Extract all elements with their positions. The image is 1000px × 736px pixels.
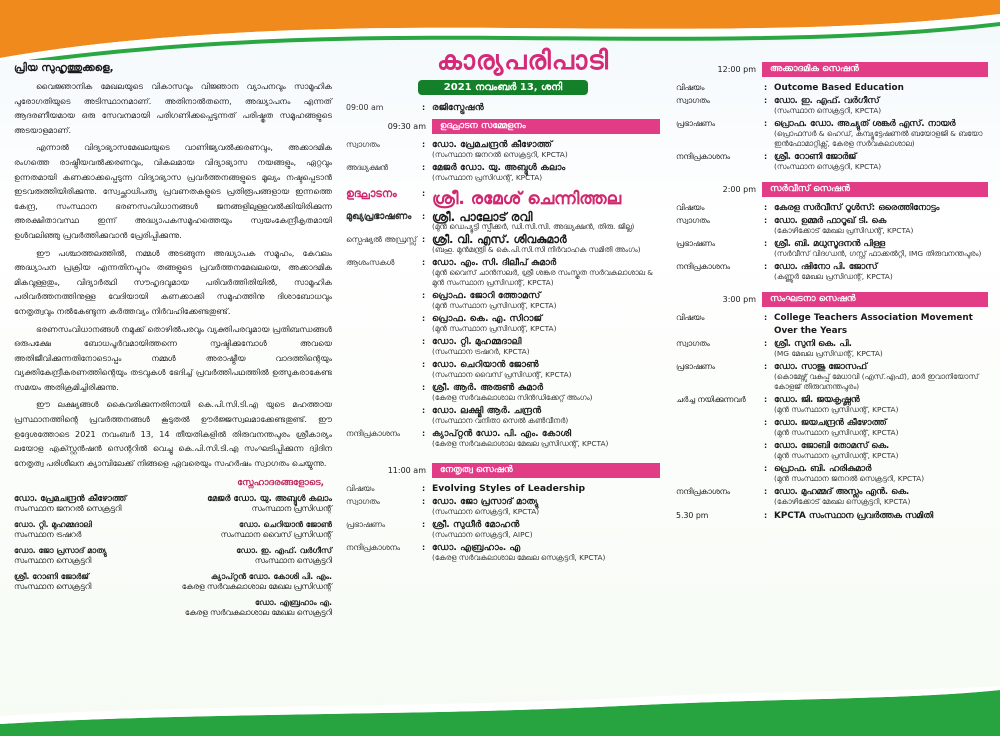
programme-row: വിഷയം : Outcome Based Education <box>676 83 988 93</box>
discussion-row: ചർച്ച നയിക്കുന്നവർ : ഡോ. ജി. ജയകൃഷ്ണൻ (മുൻ സംസ്ഥാന പ്രസിഡന്റ്, KPCTA) <box>676 395 988 415</box>
final-session-title: KPCTA സംസ്ഥാന പ്രവർത്തക സമിതി <box>774 511 934 521</box>
person-role: (മുൻ സംസ്ഥാന പ്രസിഡന്റ്, KPCTA) <box>774 451 899 460</box>
signatory-name: ഡോ. ജോ പ്രസാദ് മാത്യു <box>14 546 107 556</box>
person-role: (കണ്ണൂർ മേഖല പ്രസിഡന്റ്, KPCTA) <box>774 272 893 281</box>
topic-text: കേരള സർവീസ് റൂൾസ്: ഒരെത്തിനോട്ടം <box>774 203 940 213</box>
topic-text-continued: Over the Years <box>774 326 848 336</box>
person-role: (സംസ്ഥാന സെക്രട്ടറി, KPCTA) <box>774 106 882 115</box>
session-title: സംഘടനാ സെഷൻ <box>762 292 988 307</box>
person-role: (സംസ്ഥാന സെക്രട്ടറി, KPCTA) <box>774 162 882 171</box>
session-time: 2:00 pm <box>722 185 756 194</box>
person-role: (മുൻ വൈസ് ചാൻസലർ, ശ്രീ ശങ്കര സംസ്കൃത സർവകലാശാല & മുൻ സംസ്ഥാന പ്രസിഡന്റ്, KPCTA) <box>432 268 654 287</box>
role-label: നന്ദിപ്രകാശനം <box>676 262 731 271</box>
person-name: ഡോ. ഇ. എഫ്. വർഗീസ് <box>774 96 880 106</box>
felicitation-row: : പ്രൊഫ. ജോറി ത്തോമസ് (മുൻ സംസ്ഥാന പ്രസിഡന്റ്, KPCTA) <box>346 291 660 311</box>
session-title: അക്കാദമിക സെഷൻ <box>762 62 988 77</box>
person-name: ഡോ. ജോബി തോമസ് കെ. <box>774 441 890 451</box>
role-label: പ്രഭാഷണം <box>676 239 715 248</box>
special-address-row: സ്പെഷ്യൽ അഡ്രസ്സ് : ശ്രീ. വി. എസ്. ശിവകുമാർ (ബഹു. മുൻമന്ത്രി & കെ.പി.സി.സി നിർവാഹക സമിതി അംഗം) <box>346 235 660 255</box>
role-label: ആശംസകൾ <box>346 258 395 267</box>
role-label: ചർച്ച നയിക്കുന്നവർ <box>676 395 746 404</box>
programme-row: വിഷയം : കേരള സർവീസ് റൂൾസ്: ഒരെത്തിനോട്ടം <box>676 203 988 213</box>
person-name: ഡോ. എബ്രഹാം. എ <box>432 542 521 553</box>
session-header-service <box>676 182 988 197</box>
signatory-role: സംസ്ഥാന സെക്രട്ടറി <box>254 556 332 566</box>
signatory-role: സംസ്ഥാന ജനറൽ സെക്രട്ടറി <box>14 504 122 514</box>
person-role: (മുൻ സംസ്ഥാന പ്രസിഡന്റ്, KPCTA) <box>774 428 899 437</box>
person-name: ക്യാപ്റ്റൻ ഡോ. പി. എം. കോശി <box>432 428 572 439</box>
person-name: ഡോ. ജോ പ്രസാദ് മാത്യു <box>432 496 539 507</box>
role-label: വിഷയം <box>676 203 705 212</box>
person-name: ഡോ. ഉമ്മർ ഫാറൂഖ് ടി. കെ <box>774 216 887 226</box>
programme-row: പ്രഭാഷണം : ശ്രീ. സുധീർ മോഹൻ (സംസ്ഥാന സെക്രട്ടറി, AIPC) <box>346 520 660 540</box>
person-role: (കൊമേഴ്സ് വകുപ്പ് മേധാവി (എസ്.എഫ്), മാർ ഇവാനിയോസ് കോളജ് തിരുവനന്തപുരം) <box>774 372 979 391</box>
letter-closing: സ്നേഹാദരങ്ങളോടെ, <box>237 478 324 489</box>
programme-date: 2021 നവംബർ 13, ശനി <box>418 80 588 95</box>
person-role: (മുൻ സംസ്ഥാന ജനറൽ സെക്രട്ടറി, KPCTA) <box>774 474 925 483</box>
role-label: പ്രഭാഷണം <box>676 119 715 128</box>
person-role: (കേരള സർവകലാശാല സിൻഡിക്കേറ്റ് അംഗം) <box>432 393 593 402</box>
programme-day-one <box>346 44 660 566</box>
felicitation-row: : പ്രൊഫ. കെ. എ. സിറാജ് (മുൻ സംസ്ഥാന പ്രസിഡന്റ്, KPCTA) <box>346 314 660 334</box>
programme-row: പ്രഭാഷണം : ശ്രീ. ബി. മധുസൂദനൻ പിള്ള (സർവീസ് വിദഗ്ധൻ, ഗസ്റ്റ് ഫാക്കൽറ്റി, IMG തിരുവനന്തപുരം) <box>676 239 988 259</box>
programme-row: പ്രഭാഷണം : പ്രൊഫ. ഡോ. അച്യുത് ശങ്കർ എസ്. നായർ (പ്രൊഫസർ & ഹെഡ്, കമ്പ്യൂട്ടേഷണൽ ബയോളജി & ബയോ ഇൻഫോമാറ്റിക്സ്, കേരള സർവകലാശാല) <box>676 119 988 149</box>
programme-row: പ്രഭാഷണം : ഡോ. സാജു ജോസഫ് (കൊമേഴ്സ് വകുപ്പ് മേധാവി (എസ്.എഫ്), മാർ ഇവാനിയോസ് കോളജ് തിരുവനന്തപുരം) <box>676 362 988 392</box>
signatory-role: സംസ്ഥാന സെക്രട്ടറി <box>14 582 92 592</box>
person-role: (സംസ്ഥാന സെക്രട്ടറി, AIPC) <box>432 530 533 539</box>
signatory-role: സംസ്ഥാന വൈസ് പ്രസിഡന്റ് <box>220 530 332 540</box>
role-label: അദ്ധ്യക്ഷൻ <box>346 163 388 172</box>
signatory <box>185 598 332 618</box>
person-name: ശ്രീ. സുധീർ മോഹൻ <box>432 519 520 530</box>
role-label: പ്രഭാഷണം <box>676 362 715 371</box>
person-role: (മുൻ സംസ്ഥാന പ്രസിഡന്റ്, KPCTA) <box>432 301 557 310</box>
felicitation-row: ആശംസകൾ : ഡോ. എം. സി. ദിലീപ് കുമാർ (മുൻ വൈസ് ചാൻസലർ, ശ്രീ ശങ്കര സംസ്കൃത സർവകലാശാല & മുൻ സംസ്ഥാന പ്രസിഡന്റ്, KPCTA) <box>346 258 660 288</box>
letter-paragraph: ഈ പശ്ചാത്തലത്തിൽ, നമ്മൾ അടങ്ങുന്ന അദ്ധ്യാപക സമൂഹം, കേവലം അദ്ധ്യാപന പ്രക്രിയ എന്നതിനപ്പുറം തങ്ങളുടെ പ്രവർത്തനമേഖലയെ, അക്കാദമിക മികവുള്ളതും, വിദ്യാർത്ഥി സൗഹൃദവുമായ പരിവർത്തിതിയിൽ, സാമൂഹിക പരിവർത്തനത്തിനുള്ള വേദിയായി കണക്കാക്കി സമൂഹത്തിനു ദിശാബോധവും നേതൃത്വവും നൽകേണ്ടുന്ന കർത്തവ്യം നിർവഹിക്കേണ്ടതുണ്ട്. <box>14 247 332 316</box>
welcome-letter <box>14 62 332 624</box>
person-name: ഡോ. റ്റി. മുഹമ്മദാലി <box>432 336 522 347</box>
person-role: (ബഹു. മുൻമന്ത്രി & കെ.പി.സി.സി നിർവാഹക സമിതി അംഗം) <box>432 245 641 254</box>
person-name: ഡോ. മുഹമ്മദ് അസ്ലം എൻ. കെ. <box>774 487 910 497</box>
person-name: പ്രൊഫ. ജോറി ത്തോമസ് <box>432 290 541 301</box>
role-label: നന്ദിപ്രകാശനം <box>346 429 401 438</box>
person-name: ഡോ. ജി. ജയകൃഷ്ണൻ <box>774 395 860 405</box>
role-label: സ്വാഗതം <box>676 96 710 105</box>
role-label: നന്ദിപ്രകാശനം <box>676 487 731 496</box>
person-role: (മുൻ ഡെപ്യൂട്ടി സ്പീക്കർ, ഡി.സി.സി. അദ്ധ്യക്ഷൻ, തിരു. ജില്ല) <box>432 222 635 231</box>
session-title: സർവീസ് സെഷൻ <box>762 182 988 197</box>
letter-paragraph: ഈ ലക്ഷ്യങ്ങൾ കൈവരിക്കുന്നതിനായി കെ.പി.സി.ടി.എ യുടെ മഹത്തായ പ്രസ്ഥാനത്തിന്റെ പ്രവർത്തനങ്ങൾ കൂടുതൽ ഊർജ്ജസ്വലമാക്കേണ്ടതുണ്ട്. ഈ ഉദ്ദേശത്തോടെ 2021 നവംബർ 13, 14 തീയതികളിൽ തിരുവനന്തപുരം ശ്രീകാര്യം ലയോള എക്സ്റ്റൻഷൻ സെന്ററിൽ വെച്ചു കെ.പി.സി.ടി.എ സംഘടിപ്പിക്കുന്ന ദ്വിദിന നേതൃത്വ പരിശീലന ക്യാമ്പിലേക്ക് നിങ്ങളെ ഏവരെയും സഹർഷം സ്വാഗതം ചെയ്യുന്നു. <box>14 399 332 468</box>
role-label: നന്ദിപ്രകാശനം <box>346 543 401 552</box>
discussion-row: : പ്രൊഫ. ബി. ഹരികുമാർ (മുൻ സംസ്ഥാന ജനറൽ സെക്രട്ടറി, KPCTA) <box>676 464 988 484</box>
session-time: 09:30 am <box>387 122 426 131</box>
signatory <box>182 572 332 592</box>
letter-paragraph: വൈജ്ഞാനിക മേഖലയുടെ വികാസവും വിജ്ഞാന വ്യാപനവും സാമൂഹിക പുരോഗതിയുടെ അടിസ്ഥാനമാണ്. അതിനാൽതന്നെ, അദ്ധ്യാപനം എന്നത് ആദരണീയമായ ഒരു സേവനമായി പരിഗണിക്കപ്പെടുന്നത് പരിഷ്കൃത സമൂഹങ്ങളുടെ അടയാളമാണ്. <box>14 81 332 135</box>
programme-row: വിഷയം : Evolving Styles of Leadership <box>346 484 660 494</box>
programme-row: അദ്ധ്യക്ഷൻ : മേജർ ഡോ. യു. അബ്ദുൾ കലാം (സംസ്ഥാന പ്രസിഡന്റ്, KPCTA) <box>346 163 660 183</box>
signatory-role: സംസ്ഥാന സെക്രട്ടറി <box>14 556 92 566</box>
person-name: പ്രൊഫ. ഡോ. അച്യുത് ശങ്കർ എസ്. നായർ <box>774 119 956 129</box>
signatory-name: ഡോ. പ്രേമചന്ദ്രൻ കീഴോത്ത് <box>14 494 127 505</box>
person-role: (സംസ്ഥാന പ്രസിഡന്റ്, KPCTA) <box>432 173 543 182</box>
final-session-row: 5.30 pm : KPCTA സംസ്ഥാന പ്രവർത്തക സമിതി <box>676 511 988 521</box>
role-label: സ്പെഷ്യൽ അഡ്രസ്സ് <box>346 235 417 244</box>
programme-row: നന്ദിപ്രകാശനം : ശ്രീ. റോണി ജോർജ് (സംസ്ഥാന സെക്രട്ടറി, KPCTA) <box>676 152 988 172</box>
signatory-name: ഡോ. എബ്രഹാം എ. <box>254 598 332 608</box>
person-role: (MG മേഖല പ്രസിഡന്റ്, KPCTA) <box>774 349 883 358</box>
signatory-role: കേരള സർവകലാശാല മേഖല സെക്രട്ടറി <box>184 608 332 618</box>
session-header-organisation <box>676 292 988 307</box>
person-role: (മുൻ സംസ്ഥാന പ്രസിഡന്റ്, KPCTA) <box>774 405 899 414</box>
person-name: ഡോ. ചെറിയാൻ ജോൺ <box>432 359 539 370</box>
person-role: (സംസ്ഥാന വൈസ് പ്രസിഡന്റ്, KPCTA) <box>432 370 572 379</box>
programme-row: നന്ദിപ്രകാശനം : ഡോ. മുഹമ്മദ് അസ്ലം എൻ. കെ. (കോഴിക്കോട് മേഖല സെക്രട്ടറി, KPCTA) <box>676 487 988 507</box>
felicitation-row: : ഡോ. ചെറിയാൻ ജോൺ (സംസ്ഥാന വൈസ് പ്രസിഡന്റ്, KPCTA) <box>346 360 660 380</box>
person-name: ഡോ. പ്രേമചന്ദ്രൻ കീഴോത്ത് <box>432 139 553 150</box>
signatory <box>236 546 332 566</box>
person-role: (സർവീസ് വിദഗ്ധൻ, ഗസ്റ്റ് ഫാക്കൽറ്റി, IMG തിരുവനന്തപുരം) <box>774 249 982 258</box>
person-name: ഡോ. ഷിനോ പി. ജോസ് <box>774 262 878 272</box>
role-label: സ്വാഗതം <box>346 497 380 506</box>
programme-row: സ്വാഗതം : ഡോ. ഉമ്മർ ഫാറൂഖ് ടി. കെ (കോഴിക്കോട് മേഖല പ്രസിഡന്റ്, KPCTA) <box>676 216 988 236</box>
programme-row: നന്ദിപ്രകാശനം : ക്യാപ്റ്റൻ ഡോ. പി. എം. കോശി (കേരള സർവകലാശാല മേഖല പ്രസിഡന്റ്, KPCTA) <box>346 429 660 449</box>
person-name: ശ്രീ. ആർ. അരുൺ കുമാർ <box>432 382 544 393</box>
person-role: (സംസ്ഥാന വനിതാ സെൽ കൺവീനർ) <box>432 416 569 425</box>
person-role: (പ്രൊഫസർ & ഹെഡ്, കമ്പ്യൂട്ടേഷണൽ ബയോളജി & ബയോ ഇൻഫോമാറ്റിക്സ്, കേരള സർവകലാശാല) <box>774 129 983 148</box>
person-name: ഡോ. ജയചന്ദ്രൻ കീഴോത്ത് <box>774 418 887 428</box>
role-label: സ്വാഗതം <box>346 140 380 149</box>
registration-row: 09:00 am : രജിസ്ട്രേഷൻ <box>346 103 660 113</box>
inauguration-row: ഉദ്ഘാടനം : ശ്രീ. രമേശ് ചെന്നിത്തല <box>346 189 660 209</box>
session-title: നേതൃത്വ സെഷൻ <box>432 463 660 478</box>
programme-afternoon <box>676 62 988 524</box>
topic-text: Outcome Based Education <box>774 83 904 93</box>
person-name: ശ്രീ. റോണി ജോർജ് <box>774 152 857 162</box>
person-role: (കോഴിക്കോട് മേഖല സെക്രട്ടറി, KPCTA) <box>774 497 911 506</box>
chief-guest-name: ശ്രീ. രമേശ് ചെന്നിത്തല <box>432 189 622 209</box>
programme-row: സ്വാഗതം : ഡോ. ജോ പ്രസാദ് മാത്യു (സംസ്ഥാന സെക്രട്ടറി, KPCTA) <box>346 497 660 517</box>
session-header-academic <box>676 62 988 77</box>
role-label: വിഷയം <box>346 484 375 493</box>
signatory-name: ഡോ. റ്റി. മുഹമ്മദാലി <box>14 520 92 530</box>
person-name: ഡോ. ലക്ഷ്മി ആർ. ചന്ദ്രൻ <box>432 405 542 416</box>
person-name: ഡോ. സാജു ജോസഫ് <box>774 362 867 372</box>
person-role: (കോഴിക്കോട് മേഖല പ്രസിഡന്റ്, KPCTA) <box>774 226 914 235</box>
bottom-ribbon-decoration <box>0 686 1000 736</box>
person-role: (കേരള സർവകലാശാല മേഖല പ്രസിഡന്റ്, KPCTA) <box>432 439 609 448</box>
registration-label: രജിസ്ട്രേഷൻ <box>432 102 484 113</box>
role-label: ഉദ്ഘാടനം <box>346 187 397 200</box>
person-role: (സംസ്ഥാന ട്രഷറർ, KPCTA) <box>432 347 530 356</box>
session-header-inaugural <box>346 119 660 134</box>
person-name: ശ്രീ. പാലോട് രവി <box>432 210 533 224</box>
person-role: (സംസ്ഥാന ജനറൽ സെക്രട്ടറി, KPCTA) <box>432 150 568 159</box>
session-header-leadership <box>346 463 660 478</box>
signatory <box>14 494 126 514</box>
letter-greeting: പ്രിയ സുഹൃത്തുക്കളെ, <box>14 62 114 74</box>
keynote-row: മുഖ്യപ്രഭാഷണം : ശ്രീ. പാലോട് രവി (മുൻ ഡെപ്യൂട്ടി സ്പീക്കർ, ഡി.സി.സി. അദ്ധ്യക്ഷൻ, തിരു. ജില്ല) <box>346 212 660 232</box>
signatory-role: കേരള സർവകലാശാല മേഖല പ്രസിഡന്റ് <box>181 582 332 592</box>
person-name: ശ്രീ. ബി. മധുസൂദനൻ പിള്ള <box>774 239 885 249</box>
programme-title: കാര്യപരിപാടി <box>436 46 610 76</box>
signatory-role: സംസ്ഥാന ട്രഷറർ <box>14 530 82 540</box>
person-name: ശ്രീ. സുനി കെ. പി. <box>774 339 852 349</box>
role-label: സ്വാഗതം <box>676 339 710 348</box>
person-name: പ്രൊഫ. കെ. എ. സിറാജ് <box>432 313 543 324</box>
person-name: ഡോ. എം. സി. ദിലീപ് കുമാർ <box>432 257 557 268</box>
felicitation-row: : ശ്രീ. ആർ. അരുൺ കുമാർ (കേരള സർവകലാശാല സിൻഡിക്കേറ്റ് അംഗം) <box>346 383 660 403</box>
role-label: മുഖ്യപ്രഭാഷണം <box>346 211 412 222</box>
discussion-row: : ഡോ. ജോബി തോമസ് കെ. (മുൻ സംസ്ഥാന പ്രസിഡന്റ്, KPCTA) <box>676 441 988 461</box>
signatory-name: മേജർ ഡോ. യു. അബ്ദുൾ കലാം <box>207 494 332 505</box>
topic-text: College Teachers Association Movement <box>774 313 973 323</box>
schedule-time: 09:00 am <box>346 103 384 112</box>
felicitation-row: : ഡോ. റ്റി. മുഹമ്മദാലി (സംസ്ഥാന ട്രഷറർ, KPCTA) <box>346 337 660 357</box>
letter-paragraph: ഭരണസംവിധാനങ്ങൾ നമുക്ക് തൊഴിൽപരവും വ്യക്തിപരവുമായ പ്രതിബന്ധങ്ങൾ ഒരുപക്ഷേ ബോധപൂർവമായിത്തന്നെ സൃഷ്ടിക്കുമ്പോൾ അവയെ അതിജീവിക്കുന്നതിനോടൊപ്പം നമ്മൾ അരാഷ്ട്രീയ വാദത്തിന്റെയും വ്യക്തികേന്ദ്രീകരണത്തിന്റെയും തടവുകൾ ഭേദിച്ച് പ്രവർത്തിപഥത്തിൽ ഉത്സുകരാകേണ്ട സമയം അതിക്രമിച്ചിരിക്കുന്നു. <box>14 323 332 392</box>
programme-row: നന്ദിപ്രകാശനം : ഡോ. എബ്രഹാം. എ (കേരള സർവകലാശാല മേഖല സെക്രട്ടറി, KPCTA) <box>346 543 660 563</box>
schedule-time: 5.30 pm <box>676 511 709 520</box>
programme-row: സ്വാഗതം : ഡോ. പ്രേമചന്ദ്രൻ കീഴോത്ത് (സംസ്ഥാന ജനറൽ സെക്രട്ടറി, KPCTA) <box>346 140 660 160</box>
role-label: വിഷയം <box>676 83 705 92</box>
discussion-row: : ഡോ. ജയചന്ദ്രൻ കീഴോത്ത് (മുൻ സംസ്ഥാന പ്രസിഡന്റ്, KPCTA) <box>676 418 988 438</box>
programme-row: വിഷയം : College Teachers Association Movement Over the Years <box>676 313 988 336</box>
person-role: (സംസ്ഥാന സെക്രട്ടറി, KPCTA) <box>432 507 540 516</box>
signatory-role: സംസ്ഥാന പ്രസിഡന്റ് <box>251 504 332 514</box>
signatory <box>14 572 91 592</box>
signatory-name: ക്യാപ്റ്റൻ ഡോ. കോശി പി. എം. <box>210 572 332 582</box>
signatory-name: ഡോ. ഇ. എഫ്. വർഗീസ് <box>236 546 332 556</box>
session-title: ഉദ്ഘാടന സമ്മേളനം <box>432 119 660 134</box>
letter-paragraph: എന്നാൽ വിദ്യാഭ്യാസമേഖലയുടെ വാണിജ്യവൽക്കരണവും, അക്കാദമിക രംഗത്തെ രാഷ്ട്രീയവൽക്കരണവും, വികലമായ വിദ്യാഭ്യാസ നയങ്ങളും, ഏറ്റവും ഉന്നതമായി കണക്കാക്കപ്പെടുന്ന വിദ്യാഭ്യാസ പ്രവർത്തനങ്ങളുടെ മൂല്യം നഷ്ടപ്പെടാൻ ഇടവരുത്തിയിരിക്കുന്നു. സ്വേച്ഛാധിപത്യ പ്രവണതകളുടെ പ്രതിരൂപങ്ങളായ ഇന്നത്തെ കേന്ദ്ര, സംസ്ഥാന ഭരണസംവിധാനങ്ങൾ ജനങ്ങളിലുള്ളവൽക്കിയിരിക്കുന്ന അരക്ഷിതാവസ്ഥ ഇന്ന് അദ്ധ്യാപകസമൂഹത്തെയും സ്വയംകേന്ദ്രീകൃതമായി ഉൾവലിഞ്ഞു പ്രവർത്തിക്കുവാൻ പ്രേരിപ്പിക്കുന്നു. <box>14 142 332 240</box>
signatory <box>14 520 92 540</box>
topic-text: Evolving Styles of Leadership <box>432 483 586 494</box>
person-name: ശ്രീ. വി. എസ്. ശിവകുമാർ <box>432 233 567 246</box>
person-name: മേജർ ഡോ. യു. അബ്ദുൾ കലാം <box>432 162 566 173</box>
signatory <box>14 546 107 566</box>
session-time: 3:00 pm <box>722 295 756 304</box>
programme-row: സ്വാഗതം : ശ്രീ. സുനി കെ. പി. (MG മേഖല പ്രസിഡന്റ്, KPCTA) <box>676 339 988 359</box>
felicitation-row: : ഡോ. ലക്ഷ്മി ആർ. ചന്ദ്രൻ (സംസ്ഥാന വനിതാ സെൽ കൺവീനർ) <box>346 406 660 426</box>
programme-row: സ്വാഗതം : ഡോ. ഇ. എഫ്. വർഗീസ് (സംസ്ഥാന സെക്രട്ടറി, KPCTA) <box>676 96 988 116</box>
programme-row: നന്ദിപ്രകാശനം : ഡോ. ഷിനോ പി. ജോസ് (കണ്ണൂർ മേഖല പ്രസിഡന്റ്, KPCTA) <box>676 262 988 282</box>
role-label: സ്വാഗതം <box>676 216 710 225</box>
session-time: 11:00 am <box>387 466 426 475</box>
signatory-name: ശ്രീ. റോണി ജോർജ് <box>14 572 89 582</box>
person-name: പ്രൊഫ. ബി. ഹരികുമാർ <box>774 464 872 474</box>
role-label: വിഷയം <box>676 313 705 322</box>
person-role: (കേരള സർവകലാശാല മേഖല സെക്രട്ടറി, KPCTA) <box>432 553 606 562</box>
signatory <box>221 520 332 540</box>
signatory-name: ഡോ. ചെറിയാൻ ജോൺ <box>238 520 332 530</box>
person-role: (മുൻ സംസ്ഥാന പ്രസിഡന്റ്, KPCTA) <box>432 324 557 333</box>
role-label: നന്ദിപ്രകാശനം <box>676 152 731 161</box>
session-time: 12:00 pm <box>717 65 756 74</box>
signatory <box>207 494 332 514</box>
role-label: പ്രഭാഷണം <box>346 520 385 529</box>
